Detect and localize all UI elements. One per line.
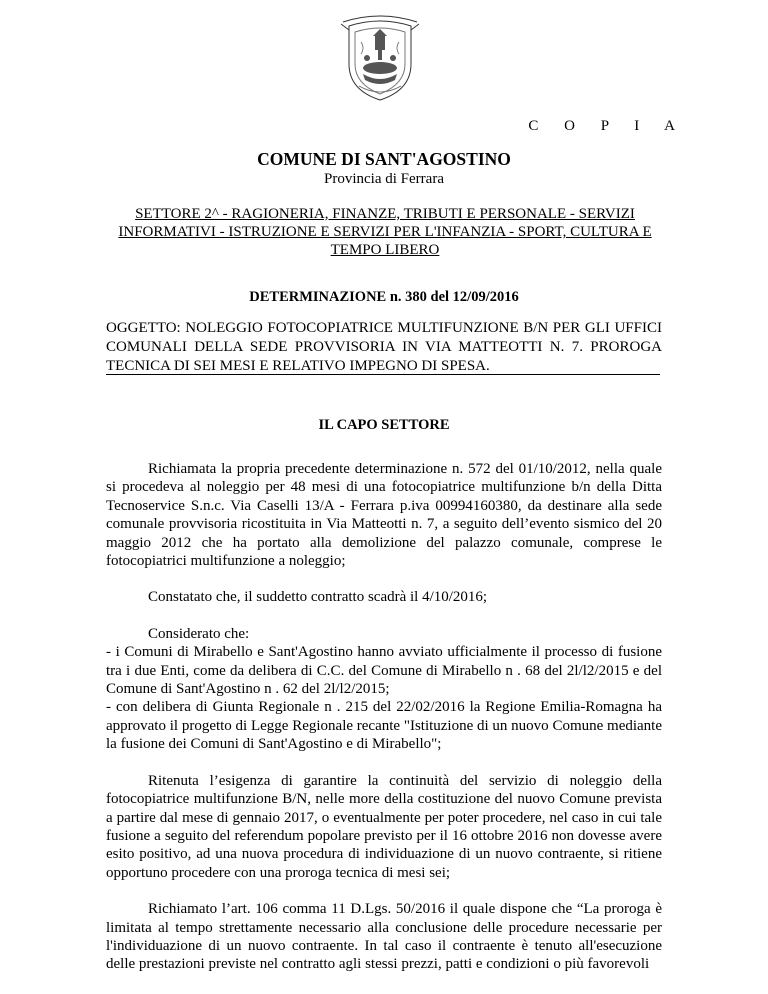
determinazione-label: DETERMINAZIONE: [249, 289, 387, 305]
paragraph-richiamato: Richiamato l’art. 106 comma 11 D.Lgs. 50/2016 il quale dispone che “La proroga è limitata al tempo strettamente necessario alla conclusione delle procedure necessarie per l'individuazione di un nuovo contraente. In tal caso il contraente è tenuto all'esecuzione delle prestazioni previste nel contratto agli stessi prezzi, patti e condizioni o più favorevoli: [106, 901, 662, 973]
settore-heading: SETTORE 2^ - RAGIONERIA, FINANZE, TRIBUTI E PERSONALE - SERVIZI INFORMATIVI - ISTRUZIONE E SERVIZI PER L'INFANZIA - SPORT, CULTURA E TEMPO LIBERO: [118, 206, 652, 258]
paragraph-richiamata: Richiamata la propria precedente determinazione n. 572 del 01/10/2012, nella quale si procedeva al noleggio per 48 mesi di una fotocopiatrice multifunzione b/n della Ditta Tecnoservice S.n.c. Via Caselli 13/A - Ferrara p.iva 00994160380, da destinare alla sede comunale provvisoria ricostituita in Via Matteotti n. 7, a seguito dell’evento sismico del 20 maggio 2012 che ha portato alla demolizione del palazzo comunale, comprese le fotocopiatrici multifunzione a noleggio;: [106, 461, 662, 570]
paragraph-constatato: Constatato che, il suddetto contratto scadrà il 4/10/2016;: [148, 589, 488, 606]
municipality-title: COMUNE DI SANT'AGOSTINO: [257, 149, 511, 169]
paragraph-ritenuta: Ritenuta l’esigenza di garantire la continuità del servizio di noleggio della fotocopiatrice multifunzione B/N, nelle more della costituzione del nuovo Comune prevista a partire dal mese di gennaio 2017, o eventualmente per poter procedere, nel caso in cui tale fusione a seguito del referendum popolare previsto per il 16 ottobre 2016 non dovesse avere esito positivo, ad una nuova procedura di individuazione di un nuovo contraente, si ritiene opportuno procedere con una proroga tecnica di mesi sei;: [106, 772, 662, 881]
copia-label: C O P I A: [528, 118, 686, 134]
document-body: [106, 460, 662, 992]
determinazione-number-date: n. 380 del 12/09/2016: [386, 289, 519, 305]
province-subtitle: Provincia di Ferrara: [324, 171, 444, 187]
determinazione-heading: [0, 289, 768, 306]
capo-settore-heading: IL CAPO SETTORE: [318, 417, 450, 433]
list-item: - i Comuni di Mirabello e Sant'Agostino hanno avviato ufficialmente il processo di fusione tra i due Enti, come da delibera di C.C. del Comune di Mirabello n . 68 del 2l/l2/2015 e del Comune di Sant'Agostino n . 62 del 2l/l2/2015;: [106, 644, 662, 698]
municipal-crest-icon: [335, 12, 425, 104]
oggetto-paragraph: OGGETTO: NOLEGGIO FOTOCOPIATRICE MULTIFUNZIONE B/N PER GLI UFFICI COMUNALI DELLA SEDE PROVVISORIA IN VIA MATTEOTTI N. 7. PROROGA TECNICA DI SEI MESI E RELATIVO IMPEGNO DI SPESA.: [106, 320, 662, 374]
list-item: - con delibera di Giunta Regionale n . 215 del 22/02/2016 la Regione Emilia-Romagna ha approvato il progetto di Legge Regionale recante "Istituzione di un nuovo Comune mediante la fusione dei Comuni di Sant'Agostino e di Mirabello";: [106, 699, 662, 753]
paragraph-considerato: Considerato che:: [148, 625, 250, 642]
separator-line: [106, 374, 660, 375]
